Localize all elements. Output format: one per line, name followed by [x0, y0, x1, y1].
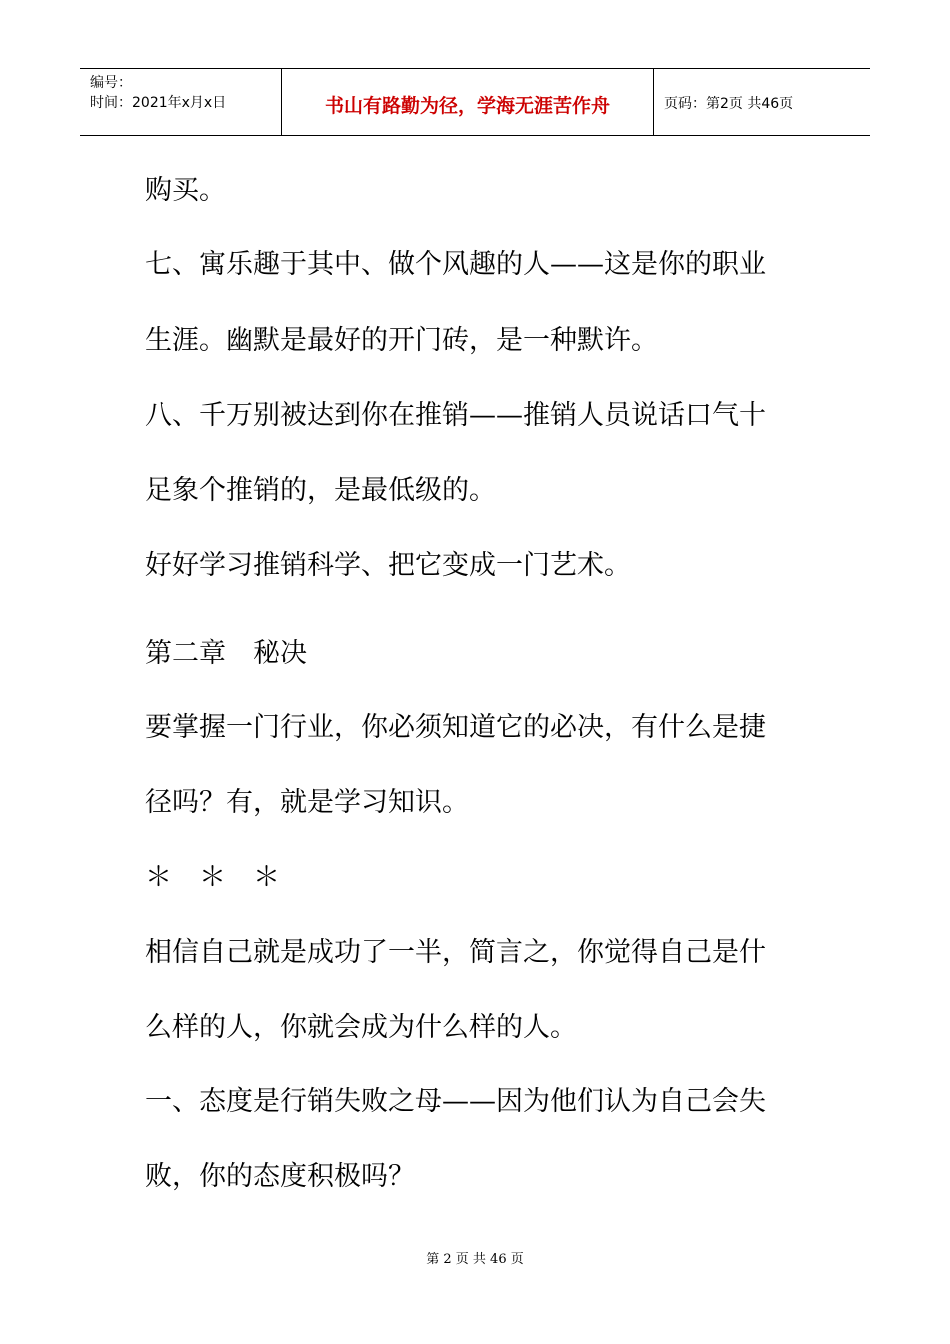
text-line: 购买。	[145, 175, 226, 206]
page-info-cell	[654, 69, 870, 135]
page-info-text: 页码：第2页 共46页	[664, 96, 794, 112]
text-line: 径吗？有，就是学习知识。	[145, 787, 469, 818]
text-line: 生涯。幽默是最好的开门砖，是一种默许。	[145, 325, 658, 356]
text-line: 一、态度是行销失败之母——因为他们认为自己会失	[145, 1086, 766, 1117]
text-line: 相信自己就是成功了一半，简言之，你觉得自己是什	[145, 937, 766, 968]
text-line: 败，你的态度积极吗？	[145, 1161, 415, 1192]
footer-page-number: 第 2 页 共 46 页	[426, 1252, 524, 1267]
number-label: 编号：	[90, 75, 132, 91]
motto-cell	[282, 69, 654, 135]
header-meta-cell	[80, 69, 282, 135]
text-line: 足象个推销的，是最低级的。	[145, 475, 496, 506]
text-line: 七、寓乐趣于其中、做个风趣的人——这是你的职业	[145, 249, 766, 280]
text-line: 么样的人，你就会成为什么样的人。	[145, 1012, 577, 1043]
chapter-heading: 第二章 秘决	[145, 638, 307, 669]
text-line: 好好学习推销科学、把它变成一门艺术。	[145, 550, 631, 581]
text-line: 八、千万别被达到你在推销——推销人员说话口气十	[145, 400, 766, 431]
separator-stars: ＊ ＊ ＊	[145, 862, 280, 893]
page-footer	[0, 1248, 950, 1267]
document-header	[80, 68, 870, 136]
motto-text: 书山有路勤为径，学海无涯苦作舟	[324, 94, 610, 117]
time-label: 时间：2021年x月x日	[90, 95, 227, 111]
text-line: 要掌握一门行业，你必须知道它的必决，有什么是捷	[145, 712, 766, 743]
